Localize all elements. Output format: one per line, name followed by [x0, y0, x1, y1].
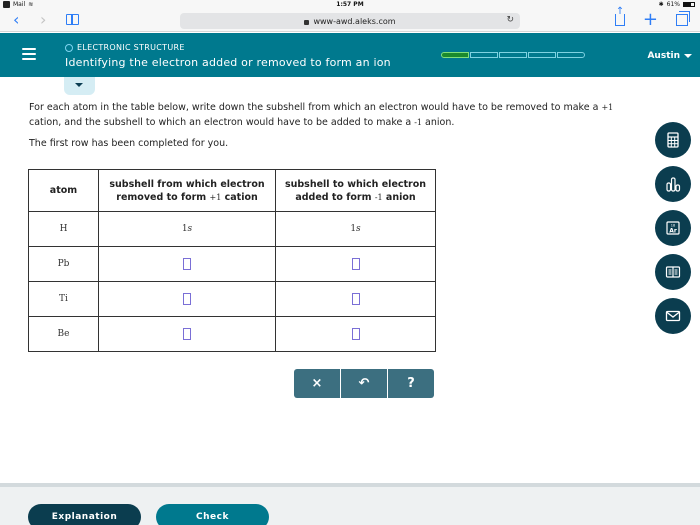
question-line2-end: anion. — [422, 117, 455, 128]
periodic-table-icon — [664, 219, 682, 237]
added-cell — [276, 212, 436, 247]
cation-charge: +1 — [601, 103, 614, 112]
lock-icon — [304, 20, 309, 25]
answer-table — [28, 169, 436, 352]
envelope-icon — [664, 307, 682, 325]
undo-button[interactable]: ↶ — [341, 369, 387, 398]
calculator-icon — [664, 131, 682, 149]
browser-toolbar — [0, 10, 700, 32]
question-note: The first row has been completed for you. — [29, 138, 229, 149]
check-button[interactable]: Check — [156, 504, 269, 525]
header-removed-line1: subshell from which electron — [109, 178, 265, 190]
progress-segment — [528, 52, 556, 58]
textbook-button[interactable] — [655, 254, 691, 290]
progress-segment — [557, 52, 585, 58]
removed-cell — [99, 282, 276, 317]
progress-segment — [441, 52, 469, 58]
added-cell — [276, 282, 436, 317]
periodic-table-button[interactable] — [655, 210, 691, 246]
svg-text:18: 18 — [670, 223, 676, 228]
progress-segment — [470, 52, 498, 58]
example-shell-number: 1 — [350, 224, 357, 234]
question-line2: cation, and the subshell to which an electron would have to be added to make a — [29, 117, 415, 128]
reload-icon[interactable]: ↻ — [506, 15, 514, 25]
header-added-line2: added to form — [295, 191, 375, 203]
table-row — [29, 212, 436, 247]
answer-input-added-ti[interactable] — [352, 293, 360, 305]
header-added-line2-end: anion — [382, 191, 416, 203]
bookmarks-icon[interactable] — [66, 14, 79, 25]
new-tab-icon[interactable]: + — [642, 9, 658, 30]
answer-input-added-pb[interactable] — [352, 258, 360, 270]
app-header — [0, 33, 700, 77]
topic-row — [65, 43, 185, 52]
answer-input-removed-be[interactable] — [183, 328, 191, 340]
side-tools — [655, 122, 691, 334]
clear-button[interactable]: × — [294, 369, 340, 398]
page-title: Identifying the electron added or removed to form an ion — [65, 56, 391, 69]
address-bar[interactable] — [180, 13, 520, 29]
progress-bar — [441, 52, 585, 58]
topic-dropdown-toggle[interactable] — [64, 77, 95, 95]
share-icon[interactable] — [615, 14, 625, 26]
answer-input-added-be[interactable] — [352, 328, 360, 340]
battery-icon — [683, 2, 695, 7]
example-shell-number: 1 — [181, 224, 188, 234]
header-added-charge: -1 — [374, 192, 383, 202]
atom-cell: Pb — [29, 247, 99, 282]
header-added — [276, 170, 436, 212]
status-bar — [0, 0, 700, 10]
bluetooth-icon: ✱ — [658, 1, 664, 8]
anion-charge: -1 — [414, 118, 422, 127]
table-row — [29, 317, 436, 352]
user-name: Austin — [647, 51, 680, 61]
atom-cell: Be — [29, 317, 99, 352]
header-removed-charge: +1 — [209, 192, 222, 202]
question-line1: For each atom in the table below, write down the subshell from which an electron would have to be removed to make a — [29, 102, 602, 113]
header-removed — [99, 170, 276, 212]
topic-label: ELECTRONIC STRUCTURE — [77, 43, 185, 52]
explanation-button[interactable]: Explanation — [28, 504, 141, 525]
svg-text:Ar: Ar — [669, 227, 677, 235]
added-cell — [276, 247, 436, 282]
header-atom: atom — [29, 170, 99, 212]
menu-icon[interactable] — [22, 48, 36, 60]
back-app-label[interactable]: Mail — [13, 1, 26, 8]
toolbar-right — [615, 9, 700, 30]
header-removed-line2: removed to form — [116, 191, 210, 203]
removed-cell — [99, 317, 276, 352]
forward-button[interactable]: › — [40, 10, 47, 29]
table-header-row — [29, 170, 436, 212]
table-row — [29, 282, 436, 317]
help-button[interactable]: ? — [388, 369, 434, 398]
table-row — [29, 247, 436, 282]
atom-cell: Ti — [29, 282, 99, 317]
battery-percent: 61% — [666, 1, 680, 8]
back-button[interactable]: ‹ — [13, 10, 20, 29]
progress-segment — [499, 52, 527, 58]
atom-cell: H — [29, 212, 99, 247]
question-text — [29, 100, 649, 130]
status-right — [659, 1, 695, 8]
caret-down-icon — [684, 54, 692, 58]
topic-circle-icon — [65, 44, 73, 52]
status-time: 1:57 PM — [336, 1, 364, 8]
footer — [0, 483, 700, 525]
tabs-icon[interactable] — [676, 14, 688, 26]
user-menu[interactable] — [647, 51, 692, 61]
url-text: www-awd.aleks.com — [313, 16, 396, 26]
example-shell-letter: s — [187, 224, 193, 234]
header-added-line1: subshell to which electron — [284, 178, 427, 190]
removed-cell — [99, 212, 276, 247]
bar-chart-icon — [664, 175, 682, 193]
messages-button[interactable] — [655, 298, 691, 334]
data-button[interactable] — [655, 166, 691, 202]
book-icon — [664, 263, 682, 281]
example-shell-letter: s — [356, 224, 361, 234]
answer-input-removed-ti[interactable] — [183, 293, 191, 305]
removed-cell — [99, 247, 276, 282]
answer-input-removed-pb[interactable] — [183, 258, 191, 270]
answer-actions — [294, 369, 434, 398]
added-cell — [276, 317, 436, 352]
header-removed-line2-end: cation — [221, 191, 258, 203]
calculator-button[interactable] — [655, 122, 691, 158]
wifi-icon: ≋ — [28, 1, 34, 8]
